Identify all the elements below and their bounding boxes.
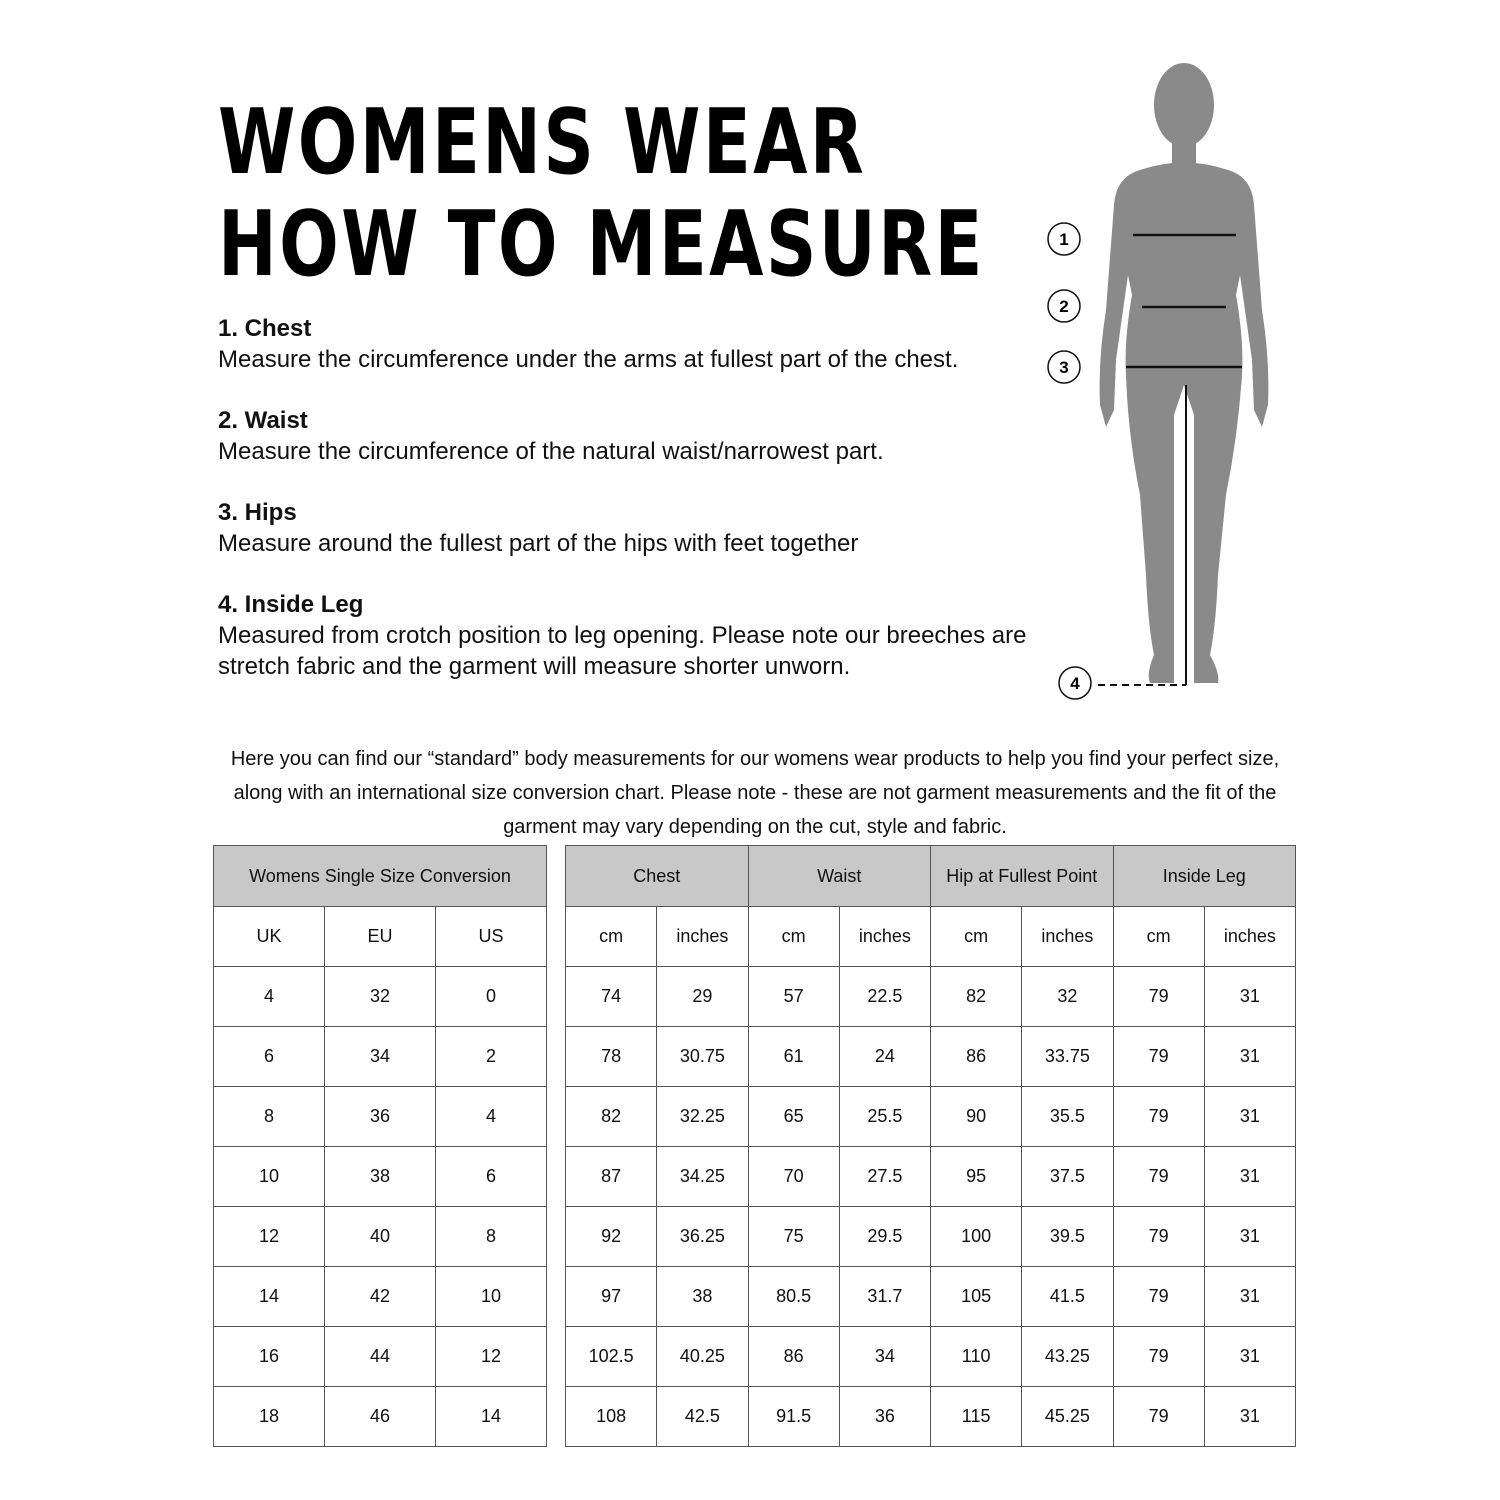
table-cell: 29 [657, 967, 748, 1027]
table-row [214, 1267, 547, 1327]
table-cell: 32 [1022, 967, 1113, 1027]
title-line-1: WOMENS WEAR [218, 90, 867, 195]
step-text: Measure the circumference under the arms at fullest part of the chest. [218, 346, 959, 373]
table-row [566, 1027, 1296, 1087]
unit-header: cm [748, 907, 839, 967]
table-cell: 79 [1113, 1207, 1204, 1267]
svg-text:4: 4 [1070, 674, 1080, 693]
table-cell: 8 [214, 1087, 325, 1147]
table-cell: 34.25 [657, 1147, 748, 1207]
table-cell: 82 [931, 967, 1022, 1027]
step-waist [218, 405, 1058, 467]
table-cell: 42.5 [657, 1387, 748, 1447]
table-row [566, 1327, 1296, 1387]
table-cell: 31 [1204, 1207, 1295, 1267]
step-text: Measure around the fullest part of the hips with feet together [218, 530, 859, 557]
table-cell: 30.75 [657, 1027, 748, 1087]
table-cell: 97 [566, 1267, 657, 1327]
size-conversion-table [213, 845, 547, 1447]
table-cell: 95 [931, 1147, 1022, 1207]
table-row [214, 1387, 547, 1447]
step-hips [218, 497, 1058, 559]
marker-4-icon [1059, 667, 1091, 699]
table-cell: 14 [214, 1267, 325, 1327]
table-cell: 4 [214, 967, 325, 1027]
table-header-row [566, 846, 1296, 907]
table-cell: 65 [748, 1087, 839, 1147]
unit-header: inches [1204, 907, 1295, 967]
table-cell: 31 [1204, 1327, 1295, 1387]
table-cell: 43.25 [1022, 1327, 1113, 1387]
table-cell: 80.5 [748, 1267, 839, 1327]
marker-2-icon [1048, 290, 1080, 322]
table-cell: 38 [657, 1267, 748, 1327]
table-cell: 115 [931, 1387, 1022, 1447]
table-cell: 36 [325, 1087, 436, 1147]
table-row [566, 1387, 1296, 1447]
table-cell: 45.25 [1022, 1387, 1113, 1447]
table-row [214, 1087, 547, 1147]
table-cell: 79 [1113, 1267, 1204, 1327]
unit-header: cm [1113, 907, 1204, 967]
table-cell: 87 [566, 1147, 657, 1207]
table-cell: 31 [1204, 1027, 1295, 1087]
table-cell: 25.5 [839, 1087, 930, 1147]
table-cell: 10 [436, 1267, 547, 1327]
group-header-waist: Waist [748, 846, 931, 907]
table-cell: 102.5 [566, 1327, 657, 1387]
svg-text:2: 2 [1059, 297, 1069, 316]
table-cell: 29.5 [839, 1207, 930, 1267]
table-cell: 31 [1204, 1267, 1295, 1327]
unit-header: cm [931, 907, 1022, 967]
table-cell: 0 [436, 967, 547, 1027]
step-chest [218, 313, 1058, 375]
table-cell: 108 [566, 1387, 657, 1447]
column-header: US [436, 907, 547, 967]
table-cell: 105 [931, 1267, 1022, 1327]
table-cell: 57 [748, 967, 839, 1027]
step-title: 4. Inside Leg [218, 591, 364, 618]
table-cell: 61 [748, 1027, 839, 1087]
table-cell: 39.5 [1022, 1207, 1113, 1267]
unit-header: inches [839, 907, 930, 967]
table-cell: 79 [1113, 1087, 1204, 1147]
table-cell: 79 [1113, 1327, 1204, 1387]
step-text: Measured from crotch position to leg opening. Please note our breeches are stretch fabric and the garment will measure shorter unworn. [218, 622, 1027, 680]
table-cell: 100 [931, 1207, 1022, 1267]
table-row [214, 1327, 547, 1387]
table-cell: 86 [931, 1027, 1022, 1087]
table-cell: 6 [436, 1147, 547, 1207]
table-cell: 32.25 [657, 1087, 748, 1147]
step-inside-leg [218, 589, 1058, 682]
table-row [214, 967, 547, 1027]
table-cell: 14 [436, 1387, 547, 1447]
table-cell: 31 [1204, 1147, 1295, 1207]
table-header: Womens Single Size Conversion [214, 846, 547, 907]
unit-header-row [566, 907, 1296, 967]
table-cell: 35.5 [1022, 1087, 1113, 1147]
table-cell: 31.7 [839, 1267, 930, 1327]
table-cell: 8 [436, 1207, 547, 1267]
table-cell: 31 [1204, 1387, 1295, 1447]
table-cell: 40 [325, 1207, 436, 1267]
measurement-steps [218, 313, 1058, 712]
table-cell: 2 [436, 1027, 547, 1087]
table-row [214, 1147, 547, 1207]
unit-header: cm [566, 907, 657, 967]
marker-1-icon [1048, 223, 1080, 255]
table-row [566, 1147, 1296, 1207]
marker-3-icon [1048, 351, 1080, 383]
group-header-inside-leg: Inside Leg [1113, 846, 1296, 907]
table-cell: 78 [566, 1027, 657, 1087]
table-cell: 86 [748, 1327, 839, 1387]
table-cell: 18 [214, 1387, 325, 1447]
group-header-chest: Chest [566, 846, 749, 907]
table-cell: 79 [1113, 1387, 1204, 1447]
table-cell: 92 [566, 1207, 657, 1267]
table-cell: 79 [1113, 1147, 1204, 1207]
table-cell: 34 [325, 1027, 436, 1087]
step-text: Measure the circumference of the natural waist/narrowest part. [218, 438, 884, 465]
step-title: 3. Hips [218, 499, 297, 526]
table-cell: 38 [325, 1147, 436, 1207]
table-cell: 110 [931, 1327, 1022, 1387]
table-cell: 31 [1204, 967, 1295, 1027]
page-title [218, 92, 985, 296]
table-cell: 75 [748, 1207, 839, 1267]
table-cell: 27.5 [839, 1147, 930, 1207]
table-row [566, 1267, 1296, 1327]
table-cell: 4 [436, 1087, 547, 1147]
table-cell: 70 [748, 1147, 839, 1207]
table-cell: 79 [1113, 967, 1204, 1027]
table-cell: 79 [1113, 1027, 1204, 1087]
table-cell: 24 [839, 1027, 930, 1087]
table-row [214, 1027, 547, 1087]
intro-paragraph: Here you can find our “standard” body measurements for our womens wear products to help you find your perfect size, along with an international size conversion chart. Please note - these are not garment measurements and the fit of the garment may vary depending on the cut, style and fabric. [230, 748, 1280, 838]
body-measurements-table [565, 845, 1296, 1447]
title-line-2: HOW TO MEASURE [218, 192, 985, 297]
table-cell: 42 [325, 1267, 436, 1327]
svg-text:1: 1 [1059, 230, 1069, 249]
table-row [566, 1087, 1296, 1147]
group-header-hip: Hip at Fullest Point [931, 846, 1114, 907]
step-title: 1. Chest [218, 315, 312, 342]
table-cell: 6 [214, 1027, 325, 1087]
table-cell: 40.25 [657, 1327, 748, 1387]
step-title: 2. Waist [218, 407, 308, 434]
table-cell: 36.25 [657, 1207, 748, 1267]
unit-header: inches [1022, 907, 1113, 967]
table-cell: 10 [214, 1147, 325, 1207]
table-row [566, 1207, 1296, 1267]
column-header: EU [325, 907, 436, 967]
table-cell: 33.75 [1022, 1027, 1113, 1087]
table-cell: 16 [214, 1327, 325, 1387]
table-cell: 37.5 [1022, 1147, 1113, 1207]
table-cell: 74 [566, 967, 657, 1027]
table-row [566, 967, 1296, 1027]
body-figure-illustration [1040, 55, 1300, 705]
table-cell: 44 [325, 1327, 436, 1387]
table-cell: 31 [1204, 1087, 1295, 1147]
table-header-row [214, 846, 547, 907]
table-cell: 46 [325, 1387, 436, 1447]
table-cell: 91.5 [748, 1387, 839, 1447]
female-silhouette [1100, 63, 1269, 683]
table-row [214, 1207, 547, 1267]
table-cell: 12 [214, 1207, 325, 1267]
svg-text:3: 3 [1059, 358, 1069, 377]
table-cell: 34 [839, 1327, 930, 1387]
table-cell: 90 [931, 1087, 1022, 1147]
table-cell: 36 [839, 1387, 930, 1447]
column-header: UK [214, 907, 325, 967]
column-header-row [214, 907, 547, 967]
table-cell: 41.5 [1022, 1267, 1113, 1327]
unit-header: inches [657, 907, 748, 967]
table-cell: 12 [436, 1327, 547, 1387]
table-cell: 82 [566, 1087, 657, 1147]
table-cell: 32 [325, 967, 436, 1027]
table-cell: 22.5 [839, 967, 930, 1027]
